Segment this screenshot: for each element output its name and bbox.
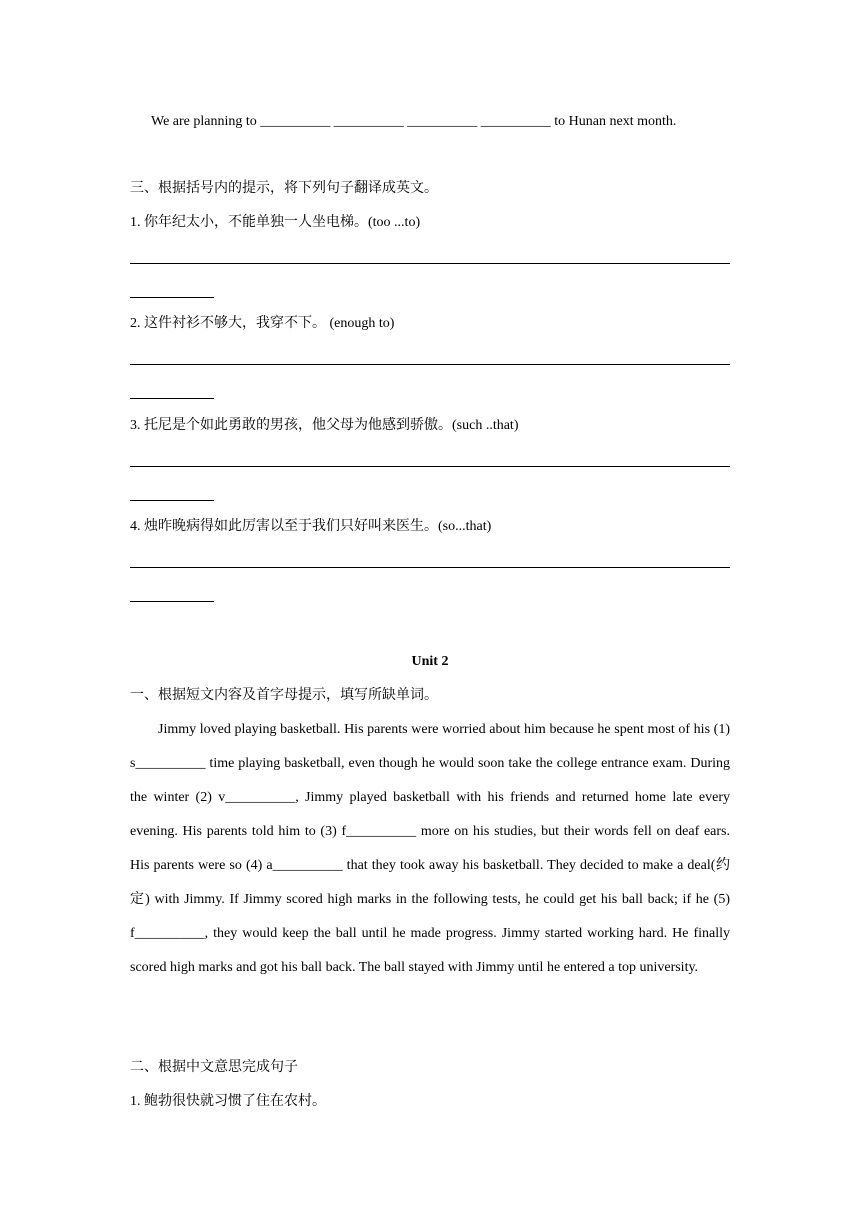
answer-line-short[interactable] bbox=[130, 500, 214, 501]
section3-item-2: 2. 这件衬衫不够大，我穿不下。 (enough to) bbox=[130, 316, 395, 331]
answer-line[interactable] bbox=[130, 263, 730, 264]
cloze-passage: Jimmy loved playing basketball. His parents were worried about him because he spent most of his (1) s__________ time playing basketball, even though he would soon take the college entrance exam. During the winter (2) v__________, Jimmy played basketball with his friends and returned home late every evening. His parents told him to (3) f__________ more on his studies, but their words fell on deaf ears. His parents were so (4) a__________ that they took away his basketball. They decided to make a deal(约定) with Jimmy. If Jimmy scored high marks in the following tests, he could get his ball back; if he (5) f__________, they would keep the ball until he made progress. Jimmy started working hard. He finally scored high marks and got his ball back. The ball stayed with Jimmy until he entered a top university. bbox=[130, 722, 730, 975]
section3-item-4: 4. 烛昨晚病得如此厉害以至于我们只好叫来医生。(so...that) bbox=[130, 519, 492, 534]
answer-line-short[interactable] bbox=[130, 297, 214, 298]
answer-line[interactable] bbox=[130, 567, 730, 568]
answer-line[interactable] bbox=[130, 364, 730, 365]
section3-item-3: 3. 托尼是个如此勇敢的男孩，他父母为他感到骄傲。(such ..that) bbox=[130, 418, 519, 433]
unit2-part2-item-1: 1. 鲍勃很快就习惯了住在农村。 bbox=[130, 1094, 326, 1109]
unit2-part2-heading: 二、根据中文意思完成句子 bbox=[130, 1060, 298, 1075]
section3-item-1: 1. 你年纪太小，不能单独一人坐电梯。(too ...to) bbox=[130, 215, 421, 230]
answer-line-short[interactable] bbox=[130, 398, 214, 399]
answer-line-short[interactable] bbox=[130, 601, 214, 602]
unit-title: Unit 2 bbox=[411, 654, 449, 669]
section3-heading: 三、根据括号内的提示，将下列句子翻译成英文。 bbox=[130, 181, 438, 196]
intro-sentence: We are planning to __________ __________ __________ __________ to Hunan next month. bbox=[151, 114, 677, 129]
unit2-part1-heading: 一、根据短文内容及首字母提示，填写所缺单词。 bbox=[130, 688, 438, 703]
answer-line[interactable] bbox=[130, 466, 730, 467]
